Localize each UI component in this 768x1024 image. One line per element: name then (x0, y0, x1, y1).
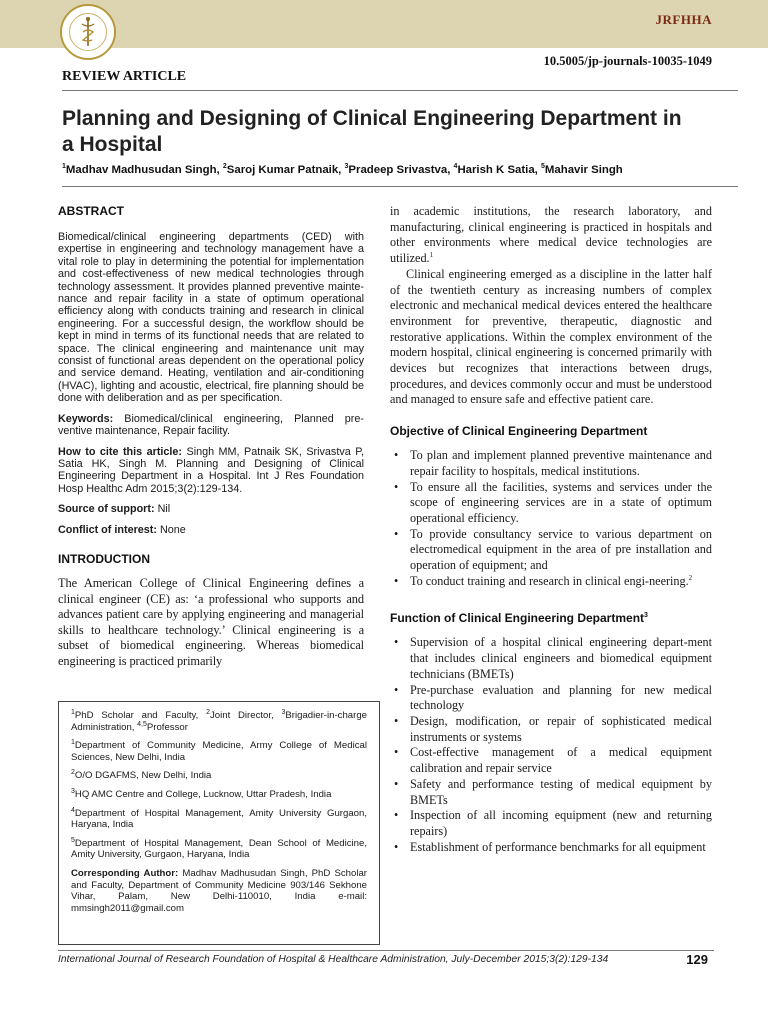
list-item: • Establishment of performance benchmarks for all equipment (390, 840, 712, 856)
affiliation-item: $^4$Department of Hospital Management, Amity University Gurgaon, Haryana, India (71, 806, 367, 831)
author-name: Madhav Madhusudan Singh, (65, 164, 223, 176)
abstract-text: Biomedical/clinical engineering departments (CED) with expertise in engineering and technology management have a vital role to play in determining the potential for implementation and cost-effectiveness of new medical technologies through technology assessment. It provides planned preventive mainte-nance and repair facility in a state of optimum operational efficiency along with conducts training and research in clinical engineering. For a successful design, the workflow should be kept in mind in terms of its functional needs that are related to space. The clinical engineering and maintenance unit may consist of functional areas dependent on the operational policy and service demand. Heating, ventilation and air-conditioning (HVAC), lighting and acoustic, electrical, fire planning should be done with deliberation and as per specification. (58, 231, 364, 405)
body-paragraph: in academic institutions, the research laboratory, and manufacturing, clinical engineering is practiced in hospitals and other environments where medical device technologies are utilized.$^1$ (390, 204, 712, 266)
citation (58, 446, 364, 496)
abstract-heading: ABSTRACT (58, 204, 124, 218)
body-paragraph: Clinical engineering emerged as a discipline in the latter half of the twentieth century as increasing numbers of complex electronic and mechanical medical devices entered the healthcare environment for preventive, therapeutic, diagnostic and restorative applications. Within the complex environment of the modern hospital, clinical engineering is concerned primarily with devices but recognizes that interactions between drugs, procedures, and devices commonly occur and must be understood and managed to ensure safe and effective patient care. (390, 266, 712, 407)
header-band (0, 0, 768, 48)
affiliation-item: $^2$O/O DGAFMS, New Delhi, India (71, 769, 212, 782)
list-item: • Cost-effective management of a medical equipment calibration and repair service (390, 745, 712, 776)
keywords (58, 413, 364, 438)
citation-value: Singh MM, Patnaik SK, Srivastva P, Satia HK, Singh M. Planning and Designing of Clinical Engineering Department in a Hospital. Int J Res Foundation Hosp Healthc Adm 2015;3(2):129-134. (58, 445, 365, 495)
list-item: • Inspection of all incoming equipment (new and returning repairs) (390, 808, 712, 839)
author-name: Saroj Kumar Patnaik, (226, 164, 345, 176)
introduction-text: The American College of Clinical Engineering defines a clinical engineer (CE) as: ‘a professional who supports and advances patient care by applying engineering and managerial skills to healthcare technology.’ Clinical engineering is a subset of biomedical engineering. Whereas biomedical engineering is practiced primarily (58, 575, 364, 668)
list-item: • Safety and performance testing of medical equipment by BMETs (390, 777, 712, 808)
keywords-label: Keywords: (58, 412, 114, 425)
footer-journal-line: International Journal of Research Foundation of Hospital & Healthcare Administration, July-December 2015;3(2):129-134 (58, 954, 609, 965)
affiliation-item: $^5$Department of Hospital Management, Dean School of Medicine, Amity University, Gurgaon, Haryana, India (71, 836, 367, 861)
list-item: • To ensure all the facilities, systems and services under the scope of engineering services are in a state of optimum operational efficiency. (390, 480, 712, 527)
list-item: • Pre-purchase evaluation and planning for new medical technology (390, 683, 712, 714)
list-item: • To provide consultancy service to various department on electromedical equipment in the area of pre installation and operation of equipment; and (390, 527, 712, 574)
objective-heading: Objective of Clinical Engineering Department (390, 424, 648, 439)
corresponding-value: Madhav Madhusudan Singh, PhD Scholar and Faculty, Department of Community Medicine 903/146 Sekhone Vihar, Palam, New Delhi-110010, India e-mail: mmsingh2011@gmail.com (71, 867, 368, 914)
keywords-value: Biomedical/clinical engineering, Planned pre-ventive maintenance, Repair facility. (58, 412, 364, 438)
function-heading: Function of Clinical Engineering Department$^3$ (390, 611, 648, 626)
author-sup: 3 (344, 163, 349, 171)
author-list (62, 164, 732, 176)
author-name: Harish K Satia, (457, 164, 541, 176)
left-column (58, 204, 364, 670)
conflict-of-interest (58, 524, 364, 536)
support-value: Nil (154, 503, 171, 516)
introduction-heading: INTRODUCTION (58, 551, 150, 566)
conflict-label: Conflict of interest: (58, 523, 157, 536)
page-title: Planning and Designing of Clinical Engineering Department in a Hospital (62, 107, 682, 156)
journal-tag: JRFHHA (655, 12, 712, 27)
corresponding-label: Corresponding Author: (71, 867, 179, 879)
author-sup: 2 (222, 163, 227, 171)
list-item: • Supervision of a hospital clinical engineering depart-ment that includes clinical engineers and biomedical equipment technicians (BMETs) (390, 635, 712, 682)
article-type: REVIEW ARTICLE (62, 69, 187, 84)
source-of-support (58, 503, 364, 515)
corresponding-author (71, 868, 367, 914)
list-item: • To plan and implement planned preventive maintenance and repair facility to hospitals, medical institutions. (390, 448, 712, 479)
affiliation-item: $^3$HQ AMC Centre and College, Lucknow, Uttar Pradesh, India (71, 787, 332, 800)
list-item: • Design, modification, or repair of sophisticated medical instruments or systems (390, 714, 712, 745)
objective-list (390, 448, 712, 589)
journal-emblem-icon (60, 4, 116, 60)
doi[interactable]: 10.5005/jp-journals-10035-1049 (543, 54, 712, 68)
author-sup: 5 (541, 163, 545, 171)
citation-label: How to cite this article: (58, 445, 183, 458)
author-name: Mahavir Singh (544, 164, 623, 176)
list-item: • To conduct training and research in clinical engi-neering.$^2$ (390, 574, 712, 590)
support-label: Source of support: (58, 503, 155, 516)
right-column (390, 204, 712, 855)
author-sup: 4 (453, 163, 458, 171)
page-number: 129 (686, 952, 708, 967)
footer-divider (58, 950, 714, 951)
author-name: Pradeep Srivastva, (348, 164, 454, 176)
affiliation-item: $^1$Department of Community Medicine, Army College of Medical Sciences, New Delhi, India (71, 739, 367, 763)
function-list (390, 635, 712, 855)
author-sup: 1 (62, 163, 66, 171)
affiliation-box (58, 701, 380, 945)
conflict-value: None (156, 523, 186, 536)
author-roles: $^1$PhD Scholar and Faculty, $^2$Joint Director, $^3$Brigadier-in-charge Administration, $^{4,5}$Professor (71, 708, 367, 733)
